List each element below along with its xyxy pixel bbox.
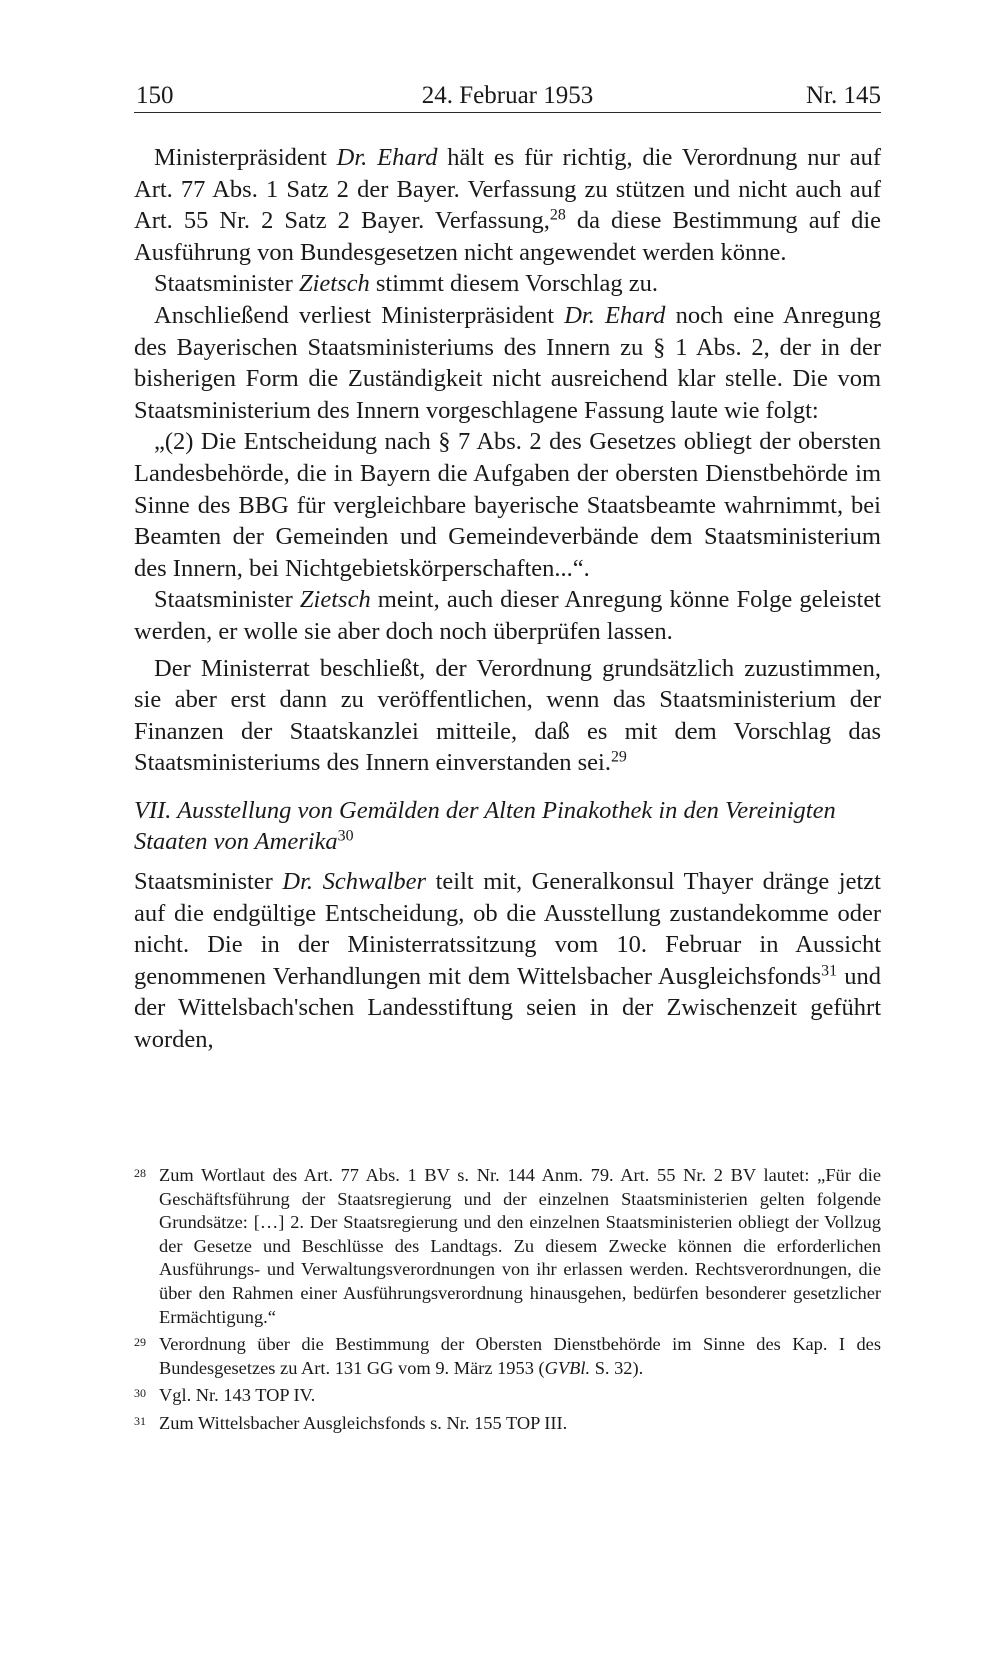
paragraph-5 bbox=[134, 584, 881, 647]
paragraph-1 bbox=[134, 142, 881, 268]
footnote-ref-28[interactable]: 28 bbox=[549, 206, 566, 224]
text-run: teilt mit, Generalkonsul Thayer dränge jetzt auf die endgültige Entscheidung, ob die Ausstellung zustandekomme oder nicht. Die in der Ministerratssitzung vom 10. Februar in Aussicht genommenen Verhandlungen mit dem Wittelsbacher Ausgleichsfonds bbox=[134, 868, 881, 990]
document-number: Nr. 145 bbox=[806, 82, 881, 109]
text-run: Ministerpräsident bbox=[154, 144, 337, 171]
heading-text: VII. Ausstellung von Gemälden der Alten Pinakothek in den Vereinigten Staaten von Amerika bbox=[134, 796, 836, 856]
page-number: 150 bbox=[136, 82, 174, 109]
text-run: hält es für richtig, die Verordnung nur auf Art. 77 Abs. 1 Satz 2 der Bayer. Verfassung zu stützen und nicht auch auf Art. 55 Nr. 2 Satz 2 Bayer. Verfassung, bbox=[134, 144, 881, 235]
footnote-text: Zum Wortlaut des Art. 77 Abs. 1 BV s. Nr. 144 Anm. 79. Art. 55 Nr. 2 BV lautet: „Für die Geschäftsführung der Staatsregierung und der einzelnen Staatsministerien gelten folgende Grundsätze: […] 2. Der Staatsregierung und den einzelnen Staatsministerien obliegt der Vollzug der Gesetze und Beschlüsse des Landtags. Zu diesem Zwecke können die erforderlichen Ausführungs- und Verwaltungsverordnungen von ihr erlassen werden. Rechtsverordnungen, die über den Rahmen einer Ausführungsverordnung hinausgehen, bedürfen besonderer gesetzlicher Ermächtigung.“ bbox=[159, 1165, 881, 1327]
footnote-number: 29 bbox=[134, 1335, 146, 1350]
footnote-number: 30 bbox=[134, 1386, 146, 1401]
paragraph-3 bbox=[134, 300, 881, 426]
footnote-number: 31 bbox=[134, 1413, 146, 1428]
text-run: und der Wittelsbach'schen Landesstiftung seien in der Zwischenzeit geführt worden, bbox=[134, 962, 882, 1054]
speaker-name: Zietsch bbox=[299, 586, 371, 614]
footnotes bbox=[134, 1164, 881, 1440]
text-run: meint, auch dieser Anregung könne Folge geleistet werden, er wolle sie aber doch noch überprüfen lassen. bbox=[134, 586, 881, 645]
speaker-name: Zietsch bbox=[298, 270, 370, 298]
text-run: Staatsminister bbox=[154, 586, 300, 614]
speaker-name: Dr. Ehard bbox=[564, 301, 666, 329]
footnote-citation: GVBl. bbox=[544, 1357, 591, 1378]
paragraph-6 bbox=[134, 653, 881, 779]
text-run: Der Ministerrat beschließt, der Verordnung grundsätzlich zuzustimmen, sie aber erst dann zu veröffentlichen, wenn das Staatsministerium der Finanzen der Staatskanzlei mitteile, daß es mit dem Vorschlag das Staatsministeriums des Innern einverstanden sei. bbox=[134, 654, 881, 777]
footnote-ref-30[interactable]: 30 bbox=[337, 827, 354, 845]
speaker-name: Dr. Schwalber bbox=[282, 868, 427, 896]
footnote-ref-31[interactable]: 31 bbox=[821, 962, 838, 980]
footnote-text: Vgl. Nr. 143 TOP IV. bbox=[159, 1385, 316, 1406]
section-heading bbox=[134, 795, 881, 858]
text-run: Staatsminister bbox=[134, 868, 283, 896]
text-run: Anschließend verliest Ministerpräsident bbox=[154, 301, 565, 329]
text-run: stimmt diesem Vorschlag zu. bbox=[369, 270, 659, 298]
paragraph-4-quotation: „(2) Die Entscheidung nach § 7 Abs. 2 des Gesetzes obliegt der obersten Landesbehörde, die in Bayern die Aufgaben der obersten Dienstbehörde im Sinne des BBG für vergleichbare bayerische Staatsbeamte wahrnimmt, bei Beamten der Gemeinden und Gemeindeverbände dem Staatsministerium des Innern, bei Nichtgebietskörperschaften...“. bbox=[134, 428, 881, 582]
paragraph-7 bbox=[134, 866, 881, 1056]
main-text bbox=[134, 142, 881, 1056]
footnote-30 bbox=[134, 1384, 881, 1408]
speaker-name: Dr. Ehard bbox=[336, 144, 438, 171]
footnote-text: Verordnung über die Bestimmung der Obersten Dienstbehörde im Sinne des Kap. I des Bundesgesetzes zu Art. 131 GG vom 9. März 1953 ( bbox=[159, 1334, 881, 1378]
footnote-28 bbox=[134, 1164, 881, 1329]
text-run: da diese Bestimmung auf die Ausführung von Bundesgesetzen nicht angewendet werden könne. bbox=[134, 207, 882, 266]
footnote-number: 28 bbox=[134, 1166, 146, 1180]
footnote-text: Zum Wittelsbacher Ausgleichsfonds s. Nr. 155 TOP III. bbox=[159, 1412, 568, 1433]
footnote-29 bbox=[134, 1333, 881, 1380]
paragraph-2 bbox=[134, 268, 881, 300]
text-run: noch eine Anregung des Bayerischen Staatsministeriums des Innern zu § 1 Abs. 2, der in der bisherigen Form die Zuständigkeit nicht ausreichend klar stelle. Die vom Staatsministerium des Innern vorgeschlagene Fassung laute wie folgt: bbox=[134, 301, 882, 424]
text-run: Staatsminister bbox=[154, 270, 299, 298]
header-date: 24. Februar 1953 bbox=[421, 82, 594, 109]
footnote-text: S. 32). bbox=[590, 1357, 644, 1378]
footnote-31 bbox=[134, 1412, 881, 1436]
footnote-ref-29[interactable]: 29 bbox=[610, 748, 627, 766]
running-header bbox=[134, 78, 881, 113]
